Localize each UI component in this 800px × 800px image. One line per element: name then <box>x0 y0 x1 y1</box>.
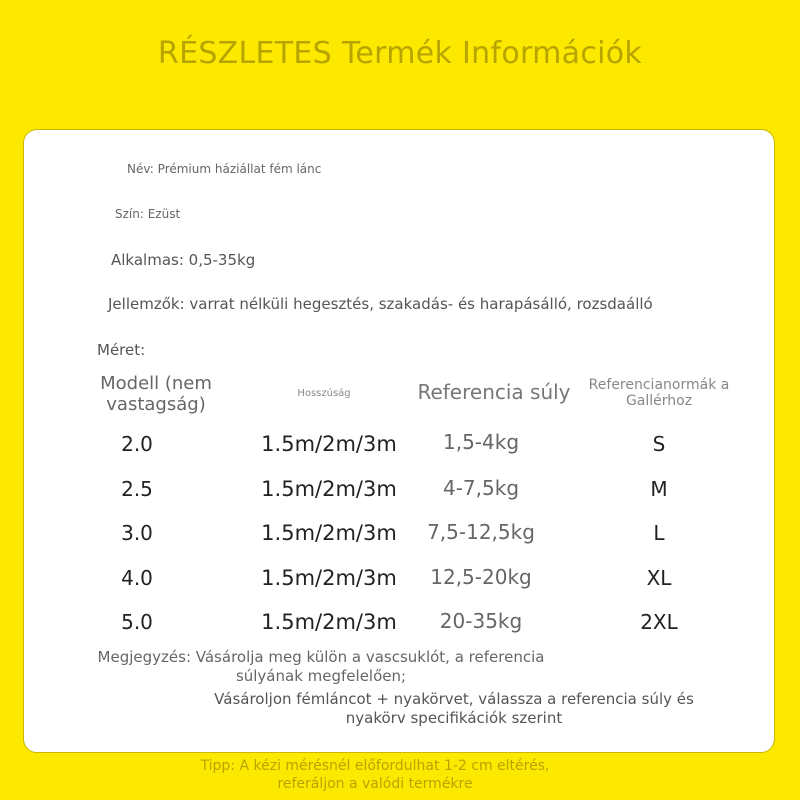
cell-reference-weight: 20-35kg <box>439 609 523 633</box>
cell-reference-weight: 1,5-4kg <box>442 430 520 454</box>
product-name: Név: Prémium háziállat fém lánc <box>127 162 322 176</box>
cell-collar-size: L <box>653 521 665 545</box>
product-info-card <box>23 129 775 753</box>
cell-model: 2.0 <box>121 432 153 456</box>
product-color: Szín: Ezüst <box>115 207 181 221</box>
header-model: Modell (nem vastagság) <box>100 373 212 415</box>
cell-length: 1.5m/2m/3m <box>261 432 397 456</box>
header-collar-reference: Referencianormák a Gallérhoz <box>588 377 730 410</box>
cell-reference-weight: 4-7,5kg <box>442 476 520 500</box>
cell-model: 4.0 <box>121 566 153 590</box>
size-label: Méret: <box>97 341 146 359</box>
page-title: RÉSZLETES Termék Információk <box>157 36 643 71</box>
cell-model: 5.0 <box>121 610 153 634</box>
cell-reference-weight: 12,5-20kg <box>430 565 532 589</box>
header-reference-weight: Referencia súly <box>417 380 571 404</box>
cell-collar-size: M <box>650 477 668 501</box>
cell-collar-size: XL <box>646 566 672 590</box>
cell-collar-size: S <box>652 432 666 456</box>
cell-length: 1.5m/2m/3m <box>261 477 397 501</box>
cell-length: 1.5m/2m/3m <box>261 521 397 545</box>
cell-length: 1.5m/2m/3m <box>261 610 397 634</box>
header-length: Hosszúság <box>297 388 351 399</box>
cell-reference-weight: 7,5-12,5kg <box>427 520 535 544</box>
cell-model: 2.5 <box>121 477 153 501</box>
note-purchase-buckle: Megjegyzés: Vásárolja meg külön a vascsuklót, a referencia súlyának megfelelően; <box>97 648 545 685</box>
measurement-tip: Tipp: A kézi mérésnél előfordulhat 1-2 cm eltérés, referáljon a valódi termékre <box>200 758 550 793</box>
cell-length: 1.5m/2m/3m <box>261 566 397 590</box>
cell-model: 3.0 <box>121 521 153 545</box>
note-purchase-chain-collar: Vásároljon fémláncot + nyakörvet, válassza a referencia súly és nyakörv specifikációk szerint <box>214 690 694 727</box>
cell-collar-size: 2XL <box>640 610 678 634</box>
product-suitable-weight: Alkalmas: 0,5-35kg <box>111 251 256 269</box>
product-features: Jellemzők: varrat nélküli hegesztés, szakadás- és harapásálló, rozsdaálló <box>108 295 653 313</box>
